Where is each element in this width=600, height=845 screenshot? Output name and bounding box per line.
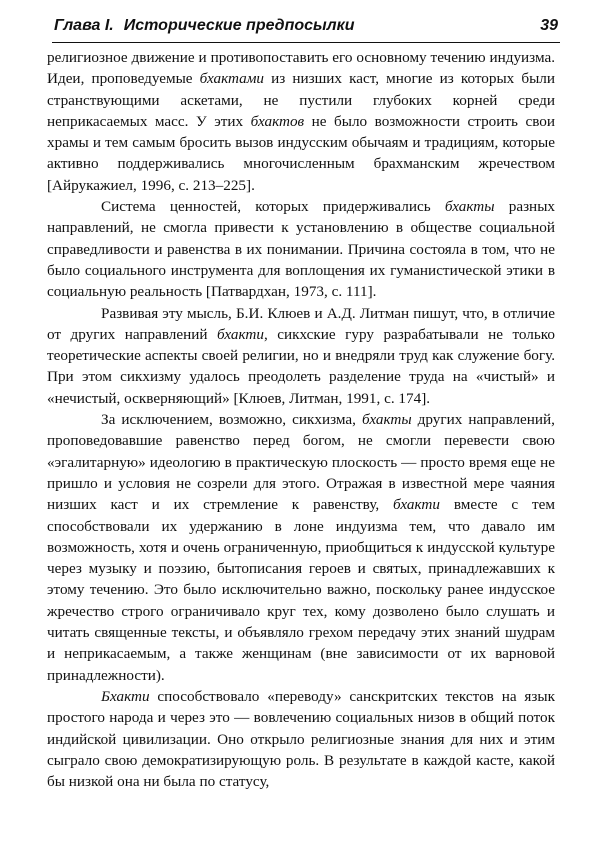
text-run: способствовало «переводу» санскритских текстов на язык простого народа и через это — вовлечению социальных низов в общий поток индийской цивилизации. Оно открыло религиозные знания для них и этим сыграло свою демократизирующую роль. В результате в каждой касте, какой бы низкой она ни была по статусу, bbox=[47, 687, 555, 791]
paragraph bbox=[47, 196, 555, 302]
chapter-heading bbox=[54, 14, 355, 38]
text-run: Система ценностей, которых придерживались bbox=[101, 198, 445, 216]
italic-term: бхакты bbox=[444, 198, 495, 216]
italic-term: бхакти bbox=[217, 325, 264, 343]
running-head bbox=[54, 14, 558, 38]
paragraph bbox=[47, 409, 555, 686]
text-run: , сикхские гуру разрабатывали не только теоретические аспекты своей религии, но и внедряли труд как служение богу. При этом сикхизму удалось преодолеть разделение труда на «чистый» и «нечистый, оскверняющий» [Клюев, Литман, 1991, с. 174]. bbox=[47, 325, 556, 407]
italic-term: Бхакти bbox=[101, 687, 150, 705]
text-run: разных направлений, не смогла привести к установлению в обществе социальной справедливости и равенства в их понимании. Причина состояла в том, что не было социального инструмента для воплощения их гуманистической этики в социальную реальность [Патвардхан, 1973, с. 111]. bbox=[47, 198, 555, 301]
text-run: За исключением, возможно, сикхизма, bbox=[101, 411, 362, 429]
text-run: религиозное движение и противопоставить его основному течению индуизма. Идеи, проповедуемые bbox=[47, 49, 555, 88]
header-rule bbox=[52, 42, 560, 43]
text-run: не было возможности строить свои храмы и тем самым бросить вызов индусским обычаям и традициям, которые активно поддерживались многочисленным брахманским жречеством [Айрукажиел, 1996, с. 213–225]. bbox=[47, 112, 555, 194]
chapter-title: Исторические предпосылки bbox=[123, 17, 355, 34]
italic-term: бхактов bbox=[250, 112, 305, 130]
chapter-label: Глава I. bbox=[54, 17, 114, 34]
paragraph bbox=[47, 686, 555, 792]
text-run: других направлений, проповедовавшие равенство перед богом, не смогли перевести свою «эгалитарную» идеологию в практическую плоскость — просто время еще не пришло и условия не созрели для этого. Отражая в известной мере чаяния низших каст и их стремление к равенству, bbox=[47, 411, 555, 514]
text-run: из низших каст, многие из которых были странствующими аскетами, не пустили глубоких корней среди неприкасаемых масс. У этих bbox=[47, 70, 555, 130]
paragraph bbox=[47, 303, 555, 409]
page-number: 39 bbox=[540, 17, 558, 34]
italic-term: бхакти bbox=[393, 496, 440, 514]
text-run: Развивая эту мысль, Б.И. Клюев и А.Д. Литман пишут, что, в отличие от других направлений bbox=[47, 304, 555, 343]
paragraph bbox=[47, 47, 555, 196]
italic-term: бхактами bbox=[199, 70, 265, 88]
text-run: вместе с тем способствовали их удержанию в лоне индуизма тем, что давало им возможность, хотя и очень ограниченную, приобщиться к индусской культуре через музыку и поэзию, бытописания героев и святых, принадлежавших к этому течению. Это было исключительно важно, поскольку ранее индусское жречество строго ограничивало круг тех, кому дозволено было слушать и читать священные тексты, и объявляло грехом передачу этих знаний шудрам и неприкасаемым, а также женщинам (вне зависимости от их варновой принадлежности). bbox=[47, 496, 555, 684]
body-text bbox=[47, 47, 555, 792]
italic-term: бхакты bbox=[361, 411, 412, 429]
